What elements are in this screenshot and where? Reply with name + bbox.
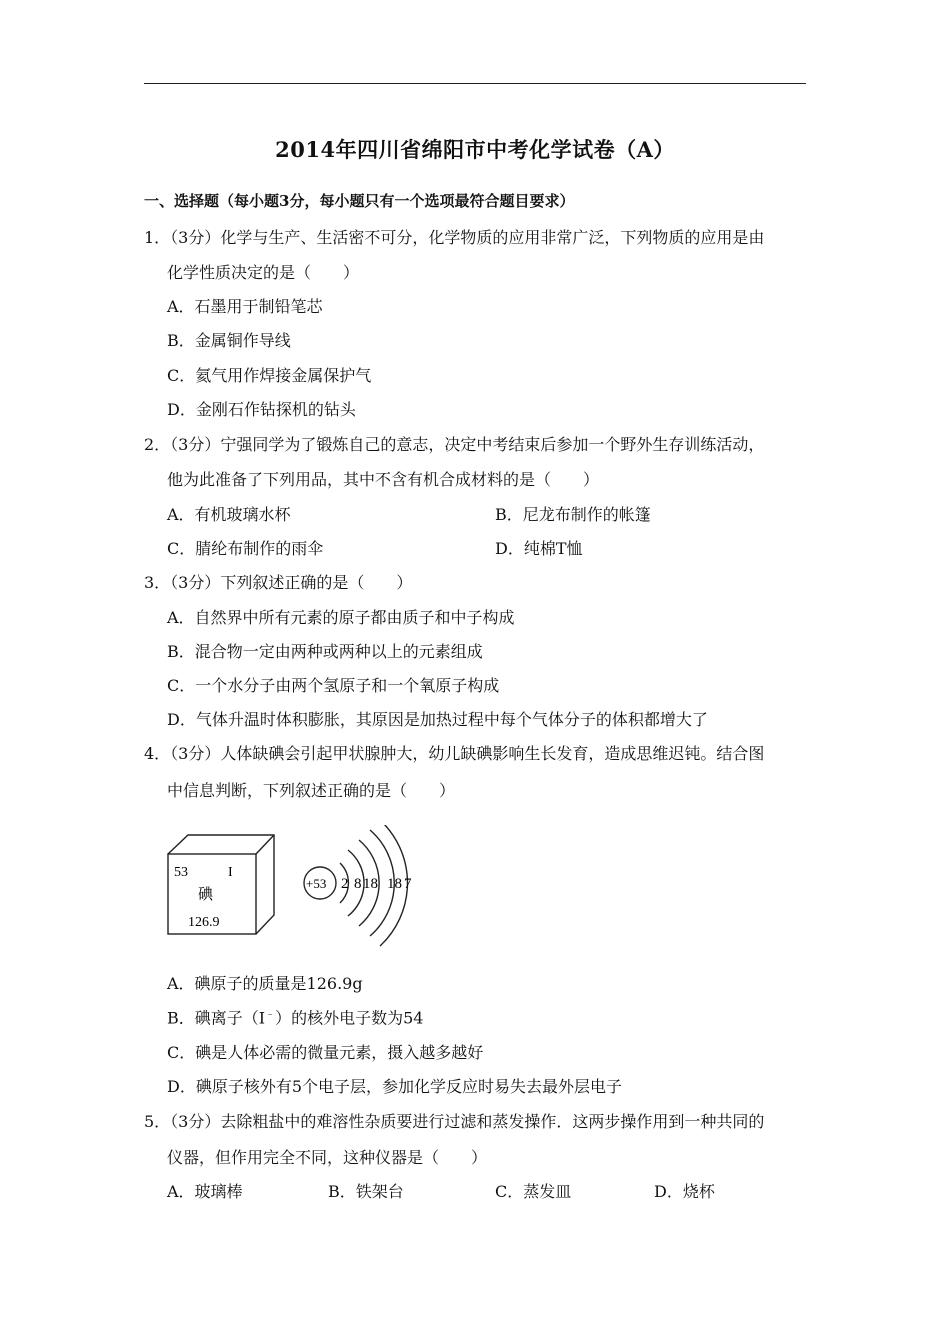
question-4-stem-cont: 中信息判断，下列叙述正确的是（ ） bbox=[167, 781, 456, 800]
question-2-option-c: C．腈纶布制作的雨伞 bbox=[167, 539, 324, 558]
question-5-stem: 5．（3分）去除粗盐中的难溶性杂质要进行过滤和蒸发操作．这两步操作用到一种共同的 bbox=[144, 1112, 765, 1131]
question-1-option-b: B．金属铜作导线 bbox=[167, 331, 291, 350]
option-b-part2: ）的核外电子数为54 bbox=[275, 1008, 424, 1028]
option-b-part1: B．碘离子（I bbox=[167, 1008, 266, 1028]
question-3-option-c: C．一个水分子由两个氢原子和一个氧原子构成 bbox=[167, 676, 500, 695]
shell-5-count: 7 bbox=[404, 876, 412, 892]
question-1-option-a: A．石墨用于制铅笔芯 bbox=[167, 297, 323, 316]
question-3-stem: 3．（3分）下列叙述正确的是（ ） bbox=[144, 573, 413, 592]
question-2-option-d: D．纯棉T恤 bbox=[495, 539, 583, 558]
question-5-option-d: D．烧杯 bbox=[654, 1182, 715, 1201]
question-3-option-b: B．混合物一定由两种或两种以上的元素组成 bbox=[167, 642, 483, 661]
question-4-option-c: C．碘是人体必需的微量元素，摄入越多越好 bbox=[167, 1043, 484, 1062]
question-1-option-c: C．氦气用作焊接金属保护气 bbox=[167, 366, 372, 385]
element-box-back bbox=[168, 835, 274, 934]
question-4-stem: 4．（3分）人体缺碘会引起甲状腺肿大，幼儿缺碘影响生长发育，造成思维迟钝。结合图 bbox=[144, 744, 765, 763]
ion-charge: ﹣ bbox=[265, 1009, 276, 1020]
question-4-option-a: A．碘原子的质量是126.9g bbox=[167, 974, 363, 993]
question-4-option-b bbox=[167, 1005, 423, 1028]
question-4-option-d: D．碘原子核外有5个电子层，参加化学反应时易失去最外层电子 bbox=[167, 1077, 623, 1096]
question-3-option-a: A．自然界中所有元素的原子都由质子和中子构成 bbox=[167, 608, 515, 627]
question-2-option-b: B．尼龙布制作的帐篷 bbox=[495, 505, 651, 524]
atomic-number: 53 bbox=[174, 865, 188, 880]
element-name: 碘 bbox=[198, 885, 214, 903]
shell-2-count: 8 bbox=[354, 876, 362, 892]
question-1-option-d: D．金刚石作钻探机的钻头 bbox=[167, 400, 356, 419]
question-5-stem-cont: 仪器，但作用完全不同，这种仪器是（ ） bbox=[167, 1148, 488, 1167]
question-5-option-c: C．蒸发皿 bbox=[495, 1182, 572, 1201]
nucleus-charge: +53 bbox=[306, 876, 327, 891]
question-1-stem: 1．（3分）化学与生产、生活密不可分，化学物质的应用非常广泛，下列物质的应用是由 bbox=[144, 228, 765, 247]
iodine-figure bbox=[160, 825, 430, 955]
iodine-diagram bbox=[160, 825, 430, 955]
atomic-mass: 126.9 bbox=[188, 915, 220, 930]
question-5-option-b: B．铁架台 bbox=[328, 1182, 404, 1201]
question-3-option-d: D．气体升温时体积膨胀，其原因是加热过程中每个气体分子的体积都增大了 bbox=[167, 710, 708, 729]
question-2-stem: 2．（3分）宁强同学为了锻炼自己的意志，决定中考结束后参加一个野外生存训练活动， bbox=[144, 435, 765, 454]
question-5-option-a: A．玻璃棒 bbox=[167, 1182, 243, 1201]
shell-4-count: 18 bbox=[387, 876, 402, 892]
page-title: 2014年四川省绵阳市中考化学试卷（A） bbox=[275, 137, 675, 162]
question-1-stem-cont: 化学性质决定的是（ ） bbox=[167, 263, 360, 282]
shell-1-count: 2 bbox=[341, 876, 349, 892]
question-2-option-a: A．有机玻璃水杯 bbox=[167, 505, 291, 524]
header-rule bbox=[144, 83, 806, 84]
shell-3-count: 18 bbox=[363, 876, 378, 892]
element-symbol: I bbox=[228, 865, 233, 880]
question-2-stem-cont: 他为此准备了下列用品，其中不含有机合成材料的是（ ） bbox=[167, 470, 600, 489]
section-heading: 一、选择题（每小题3分，每小题只有一个选项最符合题目要求） bbox=[144, 192, 575, 210]
